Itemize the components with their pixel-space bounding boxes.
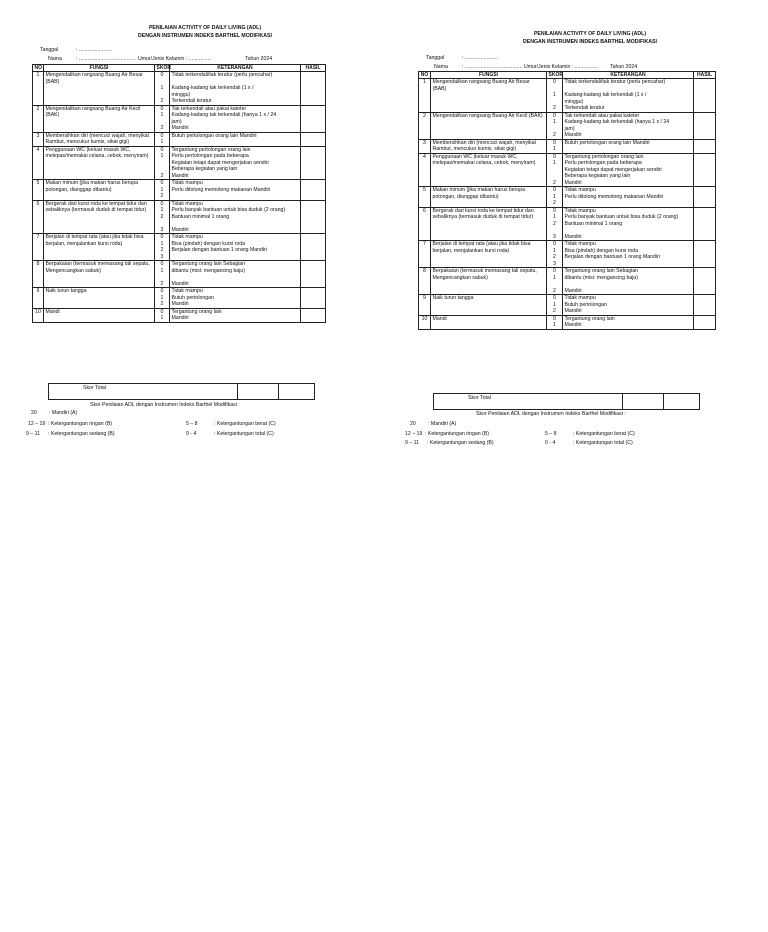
skor-value: 3 (553, 260, 556, 267)
skor-cell (547, 207, 563, 241)
skor-value: 2 (553, 105, 556, 112)
column-header: NO (419, 72, 431, 79)
form-subtitle: DENGAN INSTRUMEN INDEKS BARTHEL MODIFIKASI (138, 33, 272, 39)
skor-value: 2 (553, 287, 556, 294)
keterangan-line: Bantuan minimal 1 orang (171, 213, 230, 220)
keterangan-cell (563, 207, 694, 241)
keterangan-line: Mandiri (564, 308, 582, 315)
keterangan-line: Tidak terkendali/tak teratur (perlu pencahar) (564, 79, 666, 86)
legend-label: : Ketergantungan total (C) (573, 440, 633, 446)
legend-item (405, 440, 494, 447)
keterangan-cell (563, 139, 694, 153)
column-header: HASIL (694, 72, 716, 79)
fungsi-cell: Mengendalikan rangsang Buang Air Kecil (BAK) (431, 112, 547, 139)
keterangan-line: minggu) (171, 91, 191, 98)
keterangan-line: Kadang-kadang tak terkendali (hanya 1 x / 24 (564, 119, 670, 126)
skor-cell (547, 295, 563, 316)
table-header (419, 72, 716, 79)
keterangan-line: Tidak terkendali/tak teratur (perlu pencahar) (171, 72, 273, 79)
fungsi-cell: Makan minum (jika makan harus berupa potongan, dianggap dibantu) (431, 187, 547, 208)
legend-range: 0 - 4 (545, 440, 556, 446)
skor-cell (547, 112, 563, 139)
skor-value: 0 (160, 200, 164, 207)
skor-value: 1 (160, 294, 164, 301)
keterangan-line: Mandiri (564, 287, 582, 294)
keterangan-cell (563, 268, 694, 295)
keterangan-line: Tergantung orang lain Sebagian (171, 261, 246, 268)
keterangan-line: Perlu banyak bantuan untuk bisa duduk (2 orang) (564, 214, 679, 221)
keterangan-line: Tak terkendali atau pakai kateter (564, 112, 640, 119)
skor-value: 1 (160, 207, 164, 214)
keterangan-line: Mandiri (171, 301, 189, 308)
legend-label: : Ketergantungan sedang (B) (48, 431, 115, 437)
keterangan-line: Berjalan dengan bantuan 1 orang Mandiri (171, 247, 267, 254)
column-header: SKOR (156, 65, 171, 71)
skor-value: 1 (160, 112, 164, 119)
legend-label: : Ketergantungan total (C) (214, 431, 274, 437)
hasil-cell[interactable] (694, 187, 716, 208)
row-number: 9 (419, 295, 431, 316)
legend-label: : Ketergantungan berat (C) (214, 421, 276, 427)
tahun-label: Tahun 2024 (610, 64, 638, 70)
skor-value: 3 (160, 253, 164, 260)
hasil-cell[interactable] (694, 315, 716, 329)
skor-value: 1 (160, 240, 164, 247)
skor-cell (547, 187, 563, 208)
row-number: 3 (419, 139, 431, 153)
adl-table (418, 71, 716, 330)
table-row (419, 112, 716, 139)
skor-value: 2 (553, 179, 556, 186)
skor-value: 1 (553, 274, 556, 281)
hasil-cell[interactable] (694, 139, 716, 153)
keterangan-line: Mandiri (171, 172, 189, 179)
keterangan-line: Butuh pertolongan (171, 294, 214, 301)
row-number: 8 (419, 268, 431, 295)
skor-cell (547, 315, 563, 329)
skor-value: 1 (553, 119, 556, 126)
form-title: PENILAIAN ACTIVITY OF DAILY LIVING (ADL) (533, 31, 647, 37)
column-header: KETERANGAN (563, 72, 694, 79)
column-header: FUNGSI (431, 72, 547, 79)
keterangan-cell (563, 295, 694, 316)
keterangan-line: Mandiri (564, 322, 582, 329)
keterangan-line: Tidak mampu (564, 207, 596, 214)
skor-value: 2 (160, 172, 164, 179)
legend-range: 5 – 8 (186, 421, 198, 427)
legend-item (405, 431, 489, 438)
nama-field[interactable]: : ........................................ Umur/Jenis Kelamin : ................ (76, 56, 212, 62)
legend-range: 5 – 8 (545, 431, 557, 437)
legend-label: : Ketergantungan berat (C) (573, 431, 635, 437)
skor-value: 0 (160, 132, 164, 139)
keterangan-line: minggu) (564, 98, 584, 105)
fungsi-cell: Penggunaan WC (keluar masuk WC, melepas/memakai celana, cebok, menyiram) (44, 146, 155, 180)
row-number: 10 (33, 308, 44, 322)
skor-value: 0 (160, 308, 164, 315)
keterangan-cell (563, 79, 694, 113)
skor-value: 1 (160, 267, 164, 274)
skor-value: 1 (160, 315, 164, 322)
keterangan-cell (563, 187, 694, 208)
row-number: 2 (419, 112, 431, 139)
skor-value: 3 (553, 233, 556, 240)
skor-value: 2 (160, 125, 164, 132)
keterangan-line: Mandiri (564, 179, 582, 186)
keterangan-line: Kadang-kadang tak terkendali (1 x / (171, 85, 254, 92)
keterangan-line: Kadang-kadang tak terkendali (1 x / (564, 92, 647, 99)
keterangan-cell (563, 153, 694, 187)
skor-value: 2 (553, 132, 556, 139)
row-number: 10 (419, 315, 431, 329)
keterangan-line: Perlu pertolongan pada beberapa (171, 153, 249, 160)
keterangan-line: Bisa (pindah) dengan kursi roda (171, 240, 246, 247)
keterangan-cell (563, 112, 694, 139)
legend-label: : Ketergantungan sedang (B) (427, 440, 494, 446)
skor-total-value[interactable] (623, 394, 664, 409)
keterangan-line: Bisa (pindah) dengan kursi roda (564, 247, 639, 254)
keterangan-line: Bantuan minimal 1 orang (564, 220, 623, 227)
keterangan-line: Tergantung orang lain (171, 308, 222, 315)
skor-value: 2 (160, 280, 164, 287)
skor-total-label: Skor Total (49, 384, 238, 399)
skor-cell (547, 139, 563, 153)
keterangan-line: Tergantung pertolongan orang lain (564, 153, 644, 160)
skor-total-grade[interactable] (664, 394, 699, 409)
keterangan-cell (563, 241, 694, 268)
table-row (419, 153, 716, 187)
skor-value: 1 (553, 322, 556, 329)
keterangan-line: Butuh pertolongan (564, 301, 607, 308)
legend-item (545, 431, 635, 438)
skor-value: 0 (553, 241, 556, 248)
fungsi-cell: Membersihkan diri (mencuci wajah, menyikat Rambut, mencukur kumis, sikat gigi) (44, 132, 155, 146)
keterangan-line: Tidak mampu (564, 187, 596, 194)
skor-value: 0 (160, 146, 164, 153)
keterangan-line (565, 200, 692, 207)
keterangan-line: Tidak mampu (171, 180, 203, 187)
nama-field[interactable]: : ........................................ Umur/Jenis Kelamin : ................ (462, 64, 598, 70)
keterangan-line: Mandiri (171, 226, 189, 233)
skor-value: 0 (553, 315, 556, 322)
hasil-cell[interactable] (694, 79, 716, 113)
keterangan-line: Berjalan dengan bantuan 1 orang Mandiri (564, 254, 660, 261)
column-header: HASIL (301, 65, 326, 72)
keterangan-line: Terkendali teratur (564, 105, 605, 112)
fungsi-cell: Mengendalikan rangsang Buang Air Besar (BAB) (431, 79, 547, 113)
skor-value: 1 (553, 301, 556, 308)
skor-value: 2 (553, 220, 556, 227)
skor-value: 0 (160, 72, 164, 79)
keterangan-line: jam) (171, 118, 182, 125)
hasil-cell[interactable] (694, 295, 716, 316)
table-row (419, 295, 716, 316)
table-row (419, 268, 716, 295)
skor-value: 0 (160, 105, 164, 112)
fungsi-cell: Bergerak dari kursi roda ke tempat tidur dan sebaliknya (termasuk duduk di tempat tidur) (431, 207, 547, 241)
skor-total-box (433, 393, 700, 410)
table-row (419, 79, 716, 113)
tanggal-label: Tanggal (426, 55, 445, 61)
skor-value: 1 (553, 247, 556, 254)
fungsi-cell: Penggunaan WC (keluar masuk WC, melepas/memakai celana, cebok, menyiram) (431, 153, 547, 187)
hasil-cell[interactable] (694, 207, 716, 241)
keterangan-line: Mandiri (564, 132, 582, 139)
fungsi-cell: Berpakaian (termasuk memasang tali sepatu, Mengencangkan sabuk) (44, 261, 155, 288)
skor-value: 1 (160, 186, 164, 193)
skor-value: 0 (553, 153, 556, 160)
legend-item (410, 421, 456, 428)
legend-range: 20 (31, 410, 37, 416)
skor-cell (547, 79, 563, 113)
table-row (419, 187, 716, 208)
row-number: 5 (419, 187, 431, 208)
keterangan-line: Tergantung pertolongan orang lain (171, 146, 251, 153)
skor-value: 0 (553, 112, 556, 119)
keterangan-line: Beberapa kegiatan yang lain (564, 173, 631, 180)
fungsi-cell: Membersihkan diri (mencuci wajah, menyikat Rambut, mencukur kumis, sikat gigi) (431, 139, 547, 153)
skor-value: 1 (553, 92, 556, 99)
legend-range: 0 - 4 (186, 431, 197, 437)
fungsi-cell: Mandi (431, 315, 547, 329)
skor-value: 2 (553, 200, 556, 207)
fungsi-cell: Berjalan di tempat rata (atau jika tidak bisa berjalan, menjalankan kursi roda) (431, 241, 547, 268)
legend-label: : Mandiri (A) (49, 410, 78, 416)
keterangan-line: Tidak mampu (564, 241, 596, 248)
skor-cell (547, 268, 563, 295)
keterangan-line: Tidak mampu (171, 200, 203, 207)
keterangan-line: Kegiatan tetapi dapat mengerjakan sendiri (564, 166, 662, 173)
skor-value: 3 (160, 226, 164, 233)
fungsi-cell: Mengendalikan rangsang Buang Air Besar (BAB) (44, 72, 155, 106)
skor-value: 2 (553, 308, 556, 315)
keterangan-line: Kadang-kadang tak terkendali (hanya 1 x / 24 (171, 112, 277, 119)
keterangan-line: Perlu ditolong memotong makanan Mandiri (171, 186, 271, 193)
keterangan-line: Kegiatan tetapi dapat mengerjakan sendiri (171, 159, 269, 166)
row-number: 8 (33, 261, 44, 288)
skor-value: 0 (553, 79, 556, 86)
keterangan-cell (563, 315, 694, 329)
legend-range: 12 – 19 (28, 421, 46, 427)
table-row (419, 315, 716, 329)
fungsi-cell: Naik turun tangga (431, 295, 547, 316)
row-number: 1 (419, 79, 431, 113)
skor-value: 2 (160, 213, 164, 220)
keterangan-line: dibantu (misi: mengancing baju) (171, 267, 246, 274)
skor-value: 1 (553, 146, 556, 153)
table-row (419, 241, 716, 268)
column-header: KETERANGAN (170, 65, 301, 72)
keterangan-line (565, 261, 692, 268)
fungsi-cell: Makan minum (jika makan harus berupa potongan, dianggap dibantu) (44, 180, 155, 201)
skor-value: 1 (553, 193, 556, 200)
fungsi-cell: Mandi (44, 308, 155, 322)
row-number: 2 (33, 105, 44, 132)
table-row (419, 207, 716, 241)
keterangan-line: Mandiri (564, 233, 582, 240)
hasil-cell[interactable] (694, 153, 716, 187)
skor-cell (547, 153, 563, 187)
keterangan-line: Terkendali teratur (171, 98, 212, 105)
keterangan-line: Tidak mampu (564, 295, 596, 302)
table-row (419, 139, 716, 153)
keterangan-line: Perlu banyak bantuan untuk bisa duduk (2 orang) (171, 207, 286, 214)
column-header: SKOR (548, 72, 563, 78)
skor-value: 2 (160, 98, 164, 105)
hasil-cell[interactable] (694, 112, 716, 139)
skor-value: 0 (160, 180, 164, 187)
row-number: 6 (419, 207, 431, 241)
skor-total-label: Skor Total (434, 394, 623, 409)
keterangan-line (565, 146, 692, 153)
keterangan-line: Perlu ditolong memotong makanan Mandiri (564, 193, 664, 200)
keterangan-line: Mandiri (171, 125, 189, 132)
column-header: FUNGSI (44, 65, 155, 72)
fungsi-cell: Naik turun tangga (44, 288, 155, 309)
skor-value: 0 (553, 187, 556, 194)
row-number: 3 (33, 132, 44, 146)
legend-range: 9 – 11 (26, 431, 41, 437)
tanggal-field[interactable]: : ....................... (76, 47, 113, 53)
skor-value: 0 (553, 139, 556, 146)
row-number: 7 (419, 241, 431, 268)
skor-value: 1 (160, 139, 164, 146)
legend-caption: Skor Penilaian ADL dengan Instrumen Indeks Barthel Modifikasi : (476, 411, 626, 417)
fungsi-cell: Berjalan di tempat rata (atau jika tidak bisa berjalan, menjalankan kursi roda) (44, 234, 155, 261)
tanggal-label: Tanggal (40, 47, 59, 53)
skor-value: 1 (160, 85, 164, 92)
skor-value: 1 (553, 214, 556, 221)
keterangan-line: dibantu (misi: mengancing baju) (564, 274, 639, 281)
skor-value: 2 (553, 254, 556, 261)
keterangan-line: Tergantung orang lain Sebagian (564, 268, 639, 275)
form-subtitle: DENGAN INSTRUMEN INDEKS BARTHEL MODIFIKASI (523, 39, 657, 45)
keterangan-line: Beberapa kegiatan yang lain (171, 166, 238, 173)
keterangan-line: Butuh pertolongan orang lain Mandiri (564, 139, 650, 146)
column-header: NO (34, 65, 42, 71)
nama-label: Nama (48, 56, 62, 62)
keterangan-line: Mandiri (171, 280, 189, 287)
keterangan-line: jam) (564, 125, 575, 132)
skor-value: 2 (160, 301, 164, 308)
legend-range: 12 – 19 (405, 431, 423, 437)
hasil-cell[interactable] (694, 241, 716, 268)
fungsi-cell: Berpakaian (termasuk memasang tali sepatu, Mengencangkan sabuk) (431, 268, 547, 295)
legend-range: 20 (410, 421, 416, 427)
skor-value: 1 (160, 153, 164, 160)
nama-label: Nama (434, 64, 448, 70)
keterangan-line: Mandiri (171, 315, 189, 322)
legend-range: 9 – 11 (405, 440, 420, 446)
row-number: 4 (33, 146, 44, 180)
fungsi-cell: Bergerak dari kursi roda ke tempat tidur dan sebaliknya (termasuk duduk di tempat tidur) (44, 200, 155, 234)
keterangan-line: Tak terkendali atau pakai kateter (171, 105, 247, 112)
keterangan-line: Tidak mampu (171, 288, 203, 295)
skor-value: 0 (160, 234, 164, 241)
keterangan-line: Butuh pertolongan orang lain Mandiri (171, 132, 257, 139)
skor-value: 0 (553, 268, 556, 275)
fungsi-cell: Mengendalikan rangsang Buang Air Kecil (BAK) (44, 105, 155, 132)
legend-caption: Skor Penilaian ADL dengan Instrumen Indeks Barthel Modifikasi : (90, 402, 240, 408)
skor-value: 0 (553, 207, 556, 214)
row-number: 1 (33, 72, 44, 106)
hasil-cell[interactable] (694, 268, 716, 295)
row-number: 4 (419, 153, 431, 187)
skor-value: 2 (160, 247, 164, 254)
skor-value: 0 (160, 288, 164, 295)
form-title: PENILAIAN ACTIVITY OF DAILY LIVING (ADL) (148, 25, 262, 31)
skor-value: 0 (160, 261, 164, 268)
legend-item (545, 440, 633, 447)
legend-label: : Ketergantungan ringan (B) (48, 421, 113, 427)
legend-label: : Ketergantungan ringan (B) (425, 431, 490, 437)
keterangan-line: Tidak mampu (171, 234, 203, 241)
tanggal-field[interactable]: : ....................... (462, 55, 499, 61)
row-number: 6 (33, 200, 44, 234)
skor-value: 1 (553, 160, 556, 167)
skor-value: 0 (553, 295, 556, 302)
row-number: 9 (33, 288, 44, 309)
keterangan-line: Tergantung orang lain (564, 315, 615, 322)
row-number: 5 (33, 180, 44, 201)
skor-value: 2 (160, 193, 164, 200)
row-number: 7 (33, 234, 44, 261)
tahun-label: Tahun 2024 (245, 56, 273, 62)
legend-label: : Mandiri (A) (428, 421, 457, 427)
keterangan-line: Perlu pertolongan pada beberapa (564, 160, 642, 167)
skor-cell (547, 241, 563, 268)
